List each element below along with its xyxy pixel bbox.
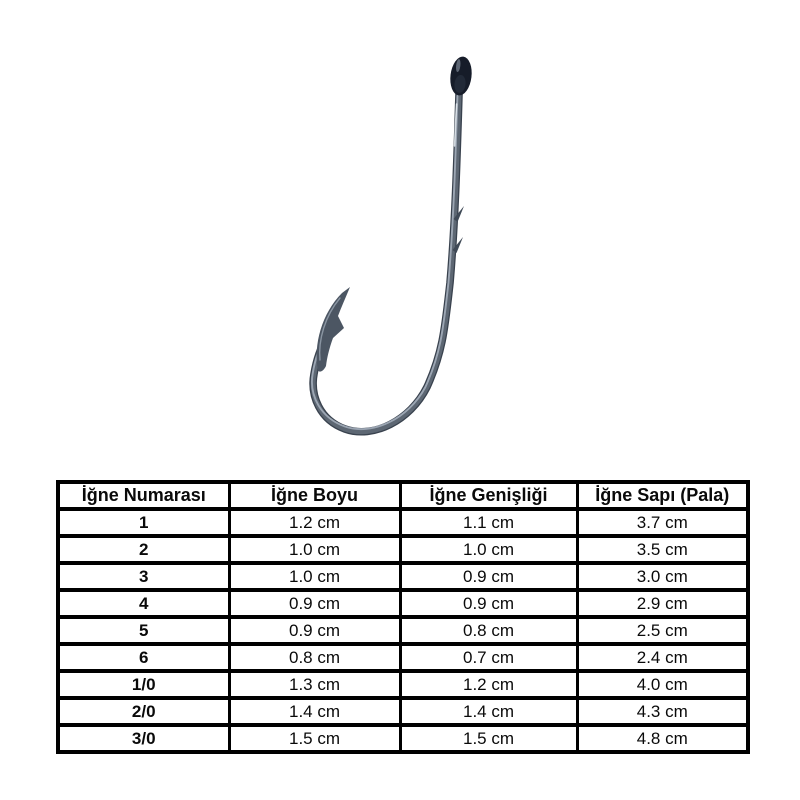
cell-hook-shank: 4.3 cm — [577, 698, 748, 725]
cell-hook-width: 1.4 cm — [400, 698, 577, 725]
cell-hook-width: 1.0 cm — [400, 536, 577, 563]
cell-hook-shank: 3.5 cm — [577, 536, 748, 563]
hook-wire — [313, 94, 459, 432]
cell-hook-length: 0.9 cm — [229, 617, 400, 644]
cell-hook-length: 0.8 cm — [229, 644, 400, 671]
table-header-row — [58, 482, 748, 509]
cell-hook-width: 0.9 cm — [400, 590, 577, 617]
cell-hook-number: 6 — [58, 644, 229, 671]
cell-hook-width: 1.5 cm — [400, 725, 577, 752]
col-header-igne-sapi-pala: İğne Sapı (Pala) — [577, 482, 748, 509]
cell-hook-shank: 3.0 cm — [577, 563, 748, 590]
cell-hook-length: 1.0 cm — [229, 563, 400, 590]
cell-hook-width: 0.9 cm — [400, 563, 577, 590]
cell-hook-number: 4 — [58, 590, 229, 617]
table-row — [58, 590, 748, 617]
cell-hook-width: 1.1 cm — [400, 509, 577, 536]
table-row — [58, 617, 748, 644]
table-row — [58, 563, 748, 590]
hook-point — [317, 287, 350, 372]
hook-wire-mid — [313, 94, 459, 432]
cell-hook-shank: 4.8 cm — [577, 725, 748, 752]
cell-hook-length: 0.9 cm — [229, 590, 400, 617]
table-row — [58, 725, 748, 752]
hook-shank-barb-1 — [454, 206, 465, 222]
cell-hook-width: 0.8 cm — [400, 617, 577, 644]
col-header-igne-numarasi: İğne Numarası — [58, 482, 229, 509]
cell-hook-number: 5 — [58, 617, 229, 644]
cell-hook-length: 1.5 cm — [229, 725, 400, 752]
cell-hook-shank: 2.9 cm — [577, 590, 748, 617]
table-row — [58, 644, 748, 671]
cell-hook-number: 3/0 — [58, 725, 229, 752]
hook-shank-glint — [455, 104, 457, 146]
col-header-igne-boyu: İğne Boyu — [229, 482, 400, 509]
hook-spec-table — [56, 480, 750, 754]
table-row — [58, 536, 748, 563]
hook-spec-table-container — [56, 480, 746, 754]
cell-hook-length: 1.4 cm — [229, 698, 400, 725]
cell-hook-width: 0.7 cm — [400, 644, 577, 671]
cell-hook-number: 3 — [58, 563, 229, 590]
hook-wire-group — [312, 55, 474, 431]
hook-wire-highlight — [312, 96, 457, 429]
cell-hook-number: 2/0 — [58, 698, 229, 725]
cell-hook-shank: 3.7 cm — [577, 509, 748, 536]
cell-hook-length: 1.0 cm — [229, 536, 400, 563]
cell-hook-number: 1/0 — [58, 671, 229, 698]
hook-shank-barb-2 — [453, 237, 464, 253]
cell-hook-shank: 4.0 cm — [577, 671, 748, 698]
hook-point-highlight — [320, 298, 340, 360]
table-row — [58, 671, 748, 698]
cell-hook-length: 1.2 cm — [229, 509, 400, 536]
cell-hook-shank: 2.4 cm — [577, 644, 748, 671]
cell-hook-width: 1.2 cm — [400, 671, 577, 698]
cell-hook-shank: 2.5 cm — [577, 617, 748, 644]
hook-eye — [448, 55, 474, 96]
cell-hook-number: 2 — [58, 536, 229, 563]
table-row — [58, 509, 748, 536]
table-row — [58, 698, 748, 725]
cell-hook-length: 1.3 cm — [229, 671, 400, 698]
cell-hook-number: 1 — [58, 509, 229, 536]
col-header-igne-genisligi: İğne Genişliği — [400, 482, 577, 509]
